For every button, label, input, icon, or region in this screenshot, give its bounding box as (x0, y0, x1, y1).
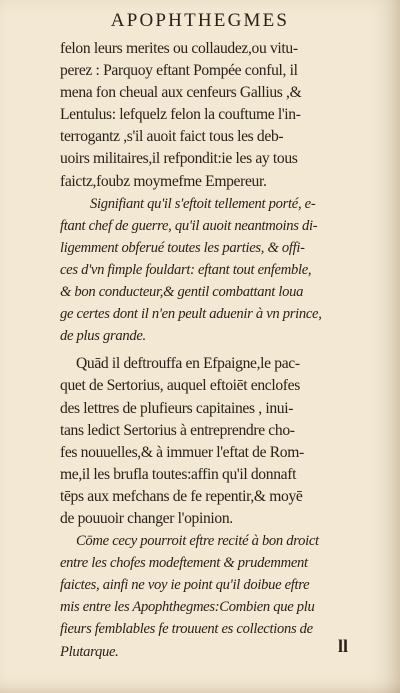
text-line: Signifiant qu'il s'eftoit tellement porté, e- (90, 195, 316, 212)
text-line: de plus grande. (60, 328, 146, 345)
paragraph-4 (60, 530, 378, 663)
text-line: me,il les brufla toutes:affin qu'il donnaft (60, 465, 297, 483)
text-line: perez : Parquoy eftant Pompée conful, il (60, 62, 298, 80)
text-line: Quād il deftrouffa en Efpaigne,le pac- (76, 355, 300, 373)
text-line: Cōme cecy pourroit eftre recité à bon droict (76, 533, 319, 550)
text-line: terrogantz ,s'il auoit faict tous les deb- (60, 128, 284, 146)
text-line: entre les chofes modeftement & prudemment (60, 555, 308, 572)
text-line: quet de Sertorius, auquel eftoiēt enclofes (60, 377, 300, 395)
text-line: Plutarque. (60, 643, 119, 660)
text-line: faictes, ainfi ne voy ie point qu'il doibue eftre (60, 577, 310, 594)
text-line: ces d'vn fimple fouldart: eftant tout enfemble, (60, 261, 312, 278)
text-line: ge certes dont il n'en peult aduenir à vn prince, (60, 306, 322, 323)
text-line: ftant chef de guerre, qu'il auoit neantmoins di- (60, 217, 318, 234)
text-line: fieurs femblables fe trouuent es collections de (60, 621, 313, 638)
text-line: mena fon cheual aux cenfeurs Gallius ,& (60, 84, 302, 102)
running-head: APOPHTHEGMES (110, 10, 290, 31)
text-line: felon leurs merites ou collaudez,ou vitu- (60, 40, 298, 57)
paragraph-2 (60, 193, 378, 348)
paragraph-3 (60, 353, 378, 530)
text-block (60, 38, 378, 663)
text-line: uoirs militaires,il refpondit:ie les ay tous (60, 150, 298, 168)
text-line: tēps aux mefchans de fe repentir,& moyē (60, 487, 303, 505)
paragraph-1 (60, 38, 378, 193)
text-line: de pouuoir changer l'opinion. (60, 509, 233, 527)
text-line: mis entre les Apophthegmes:Combien que plu (60, 599, 315, 616)
text-line: faictz,foubz moymefme Empereur. (60, 172, 267, 190)
text-line: fes nouuelles,& à immuer l'eftat de Rom- (60, 443, 304, 461)
text-line: Lentulus: lefquelz felon la couftume l'in- (60, 106, 301, 124)
text-line: des lettres de plufieurs capitaines , inui- (60, 399, 294, 417)
folio-number: ll (338, 636, 349, 656)
text-line: & bon conducteur,& gentil combattant loua (60, 284, 304, 301)
text-line: tans ledict Sertorius à entreprendre cho- (60, 421, 295, 439)
text-line: ligemment obferué toutes les parties, & offi- (60, 239, 305, 256)
